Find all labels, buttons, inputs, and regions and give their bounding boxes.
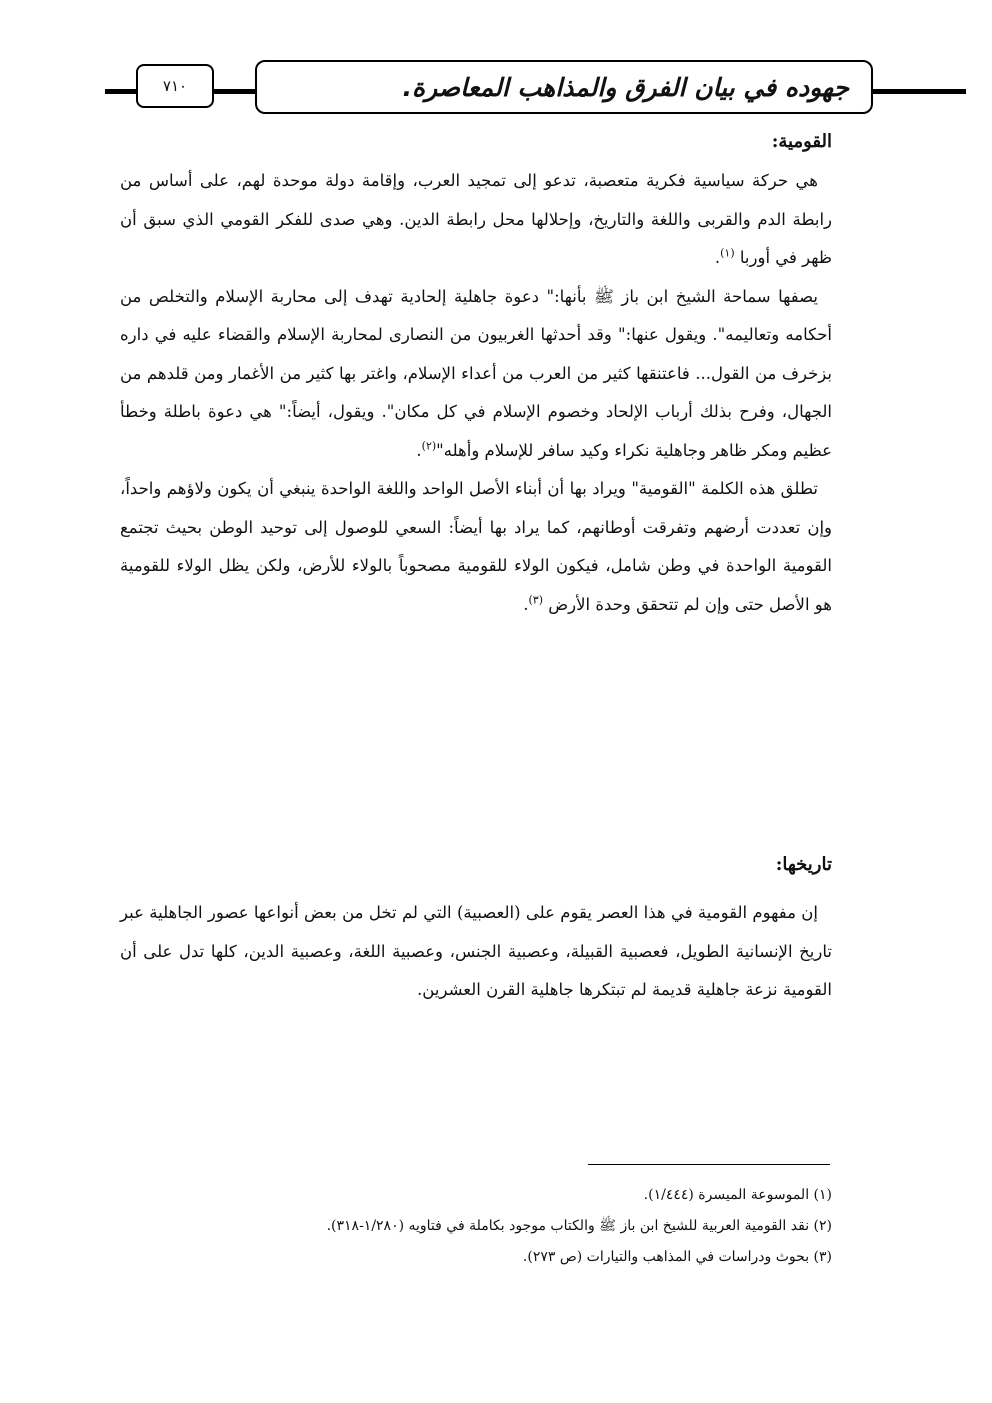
section-heading: تاريخها:	[775, 854, 832, 875]
footnotes	[132, 1180, 832, 1273]
footnote-separator	[588, 1164, 830, 1165]
header-rule-right	[872, 89, 966, 94]
header-rule-middle	[214, 89, 256, 94]
running-title-box	[255, 60, 873, 114]
paragraph-meaning: تطلق هذه الكلمة "القومية" ويراد بها أن أبناء الأصل الواحد واللغة الواحدة ينبغي أن يكون ولاؤهم واحداً، وإن تعددت أرضهم وتفرقت أوطانهم، كما يراد بها أيضاً: السعي للوصول إلى توحيد الوطن بحيث تجتمع القومية الواحدة في وطن شامل، فيكون الولاء للقومية مصحوباً بالولاء للأرض، ولكن يظل الولاء للقومية هو الأصل حتى وإن لم تتحقق وحدة الأرض $^{(٣)}$.	[120, 479, 832, 614]
section-history	[120, 846, 832, 1010]
footnote-ref-3: (٣)	[528, 593, 543, 606]
footnote-1: (١) الموسوعة الميسرة (١/٤٤٤).	[643, 1187, 832, 1203]
footnote-3: (٣) بحوث ودراسات في المذاهب والتيارات (ص ٢٧٣).	[522, 1249, 832, 1265]
footnote-ref-2: (٢)	[421, 439, 437, 452]
running-title: جهوده في بيان الفرق والمذاهب المعاصرة.	[402, 72, 849, 102]
paragraph-history: إن مفهوم القومية في هذا العصر يقوم على (العصبية) التي لم تخل من بعض أنواعها عصور الجاهلية عبر تاريخ الإنسانية الطويل، فعصبية القبيلة، وعصبية الجنس، وعصبية اللغة، وعصبية الدين، كلها تدل على أن القومية نزعة جاهلية قديمة لم تبتكرها جاهلية القرن العشرين.	[120, 903, 832, 999]
page-number: ٧١٠	[162, 77, 188, 95]
footnote-2: (٢) نقد القومية العربية للشيخ ابن باز ﷺ والكتاب موجود بكاملة في فتاويه (١/٢٨٠-٣١٨).	[326, 1218, 832, 1234]
paragraph-definition: هي حركة سياسية فكرية متعصبة، تدعو إلى تمجيد العرب، وإقامة دولة موحدة لهم، على أساس من رابطة الدم والقربى واللغة والتاريخ، وإحلالها محل رابطة الدين. وهي صدى للفكر القومي الذي سبق أن ظهر في أوربا $^{(١)}$.	[120, 171, 832, 267]
footnote-ref-1: (١)	[720, 246, 735, 260]
page-number-box	[136, 64, 214, 108]
paragraph-ibn-baz: يصفها سماحة الشيخ ابن باز ﷺ بأنها:" دعوة جاهلية إلحادية تهدف إلى محاربة الإسلام والتخلص من أحكامه وتعاليمه". ويقول عنها:" وقد أحدثها الغربيون من النصارى لمحاربة الإسلام والقضاء عليه في داره بزخرف من القول... فاعتنقها كثير من العرب من أعداء الإسلام، واغتر بها كثير من الأغمار ومن قلدهم من الجهال، وفرح بذلك أرباب الإلحاد وخصوم الإسلام في كل مكان". ويقول، أيضاً:" هي دعوة باطلة وخطأ عظيم ومكر ظاهر وجاهلية نكراء وكيد سافر للإسلام وأهله"$^{(٢)}$.	[120, 286, 832, 460]
section-qawmiyya	[120, 124, 832, 624]
header-rule-left	[105, 89, 137, 94]
section-heading: القومية:	[771, 131, 832, 152]
